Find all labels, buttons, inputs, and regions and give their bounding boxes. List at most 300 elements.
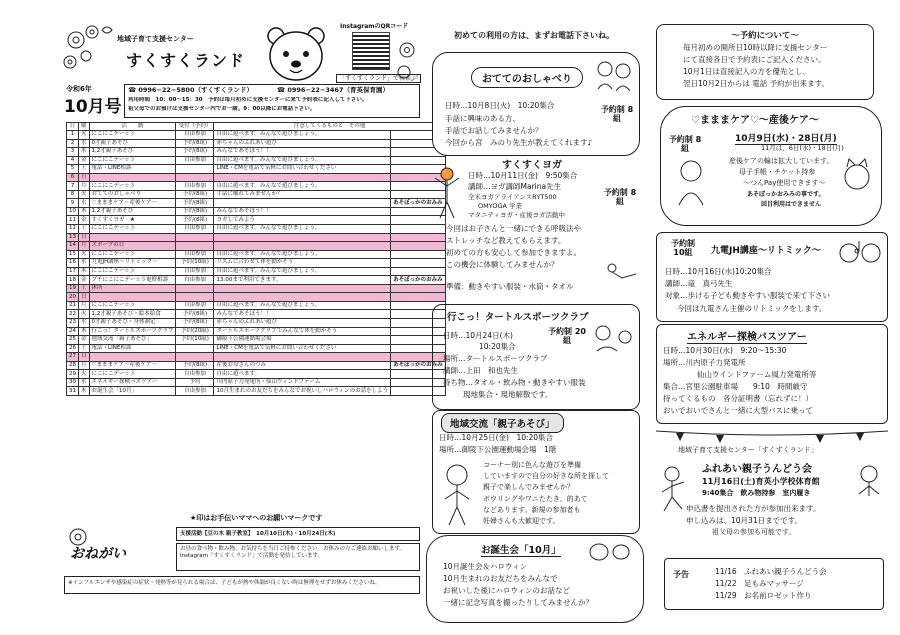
calendar-reserve: 予約(10組)	[176, 259, 214, 268]
kyuden-note: 今回は九電さん主催のリトミックをします。	[677, 304, 827, 313]
calendar-activity: 九電JH講座〜リトミック〜	[89, 259, 176, 268]
hours-text-2: 祖父母でのお預けは支援センター内でお一緒。9：00以降にお電話下さい。	[128, 106, 316, 112]
calendar-row	[67, 182, 446, 191]
yoga-section	[432, 154, 640, 300]
calendar-row	[67, 284, 446, 293]
calendar-note: 手話に触れてみませんか？	[214, 190, 391, 199]
calendar-reserve: 自由参加	[176, 276, 214, 285]
medal-illustration	[852, 464, 886, 510]
calendar-note: リズムに合わせて体を動かそう	[214, 259, 391, 268]
calendar-note: 自由に遊べます。みんなで遊びましょう。	[214, 131, 391, 140]
chiiki-body-5: などあります。新規の参加者も	[483, 506, 581, 514]
turtle-place: 場所…タートルスポーツクラブ	[443, 354, 548, 363]
bottom-note: ※インフルエンザや感染症の症状・発熱等が見られる場合は、子どもが熱や体調が良くない時は無理をせずお休みくださいね。	[68, 580, 381, 586]
col-day: 日	[67, 123, 79, 131]
chiiki-body-4: ボウリングやワニたたき、的あて	[483, 495, 588, 503]
fureai-line-2: 申し込みは、10月31日までです。	[686, 516, 802, 525]
chiiki-box	[432, 410, 640, 534]
calendar-row	[67, 361, 446, 370]
birthday-line-3: お祝いした後にハロウィンのお話など	[443, 586, 571, 595]
turtle-limit: 予約制 20組	[548, 327, 586, 345]
calendar-note	[214, 353, 391, 362]
calendar-weekday: 月	[79, 242, 90, 251]
flowers-right	[394, 38, 420, 88]
calendar-day: 5	[67, 165, 79, 174]
calendar-weekday: 金	[79, 216, 90, 225]
calendar-reserve: 自由参加	[176, 156, 214, 165]
calendar-note	[214, 173, 391, 182]
calendar-activity: すくすくヨガ ★	[89, 216, 176, 225]
yoyaku-line-2: にて直接各日で予約表にご記入ください。	[683, 55, 826, 64]
calendar-day: 21	[67, 301, 79, 310]
mama-title: ♡まままケア♡〜産後ケア〜	[691, 115, 819, 126]
calendar-day: 1	[67, 131, 79, 140]
chiiki-title: 地域交流「親子あそび」	[441, 413, 564, 433]
chiiki-body-3: 親子で楽しんでみませんか？	[483, 483, 574, 491]
calendar-note	[214, 293, 391, 302]
onegai-title: おねがい	[70, 546, 126, 562]
month-issue: 10月号	[64, 97, 122, 117]
calendar-row	[67, 139, 446, 148]
pumpkin-icon	[587, 540, 633, 562]
calendar-activity: にこにこデー☆彡	[89, 267, 176, 276]
year-label: 令和6年	[66, 85, 92, 93]
calendar-day: 4	[67, 156, 79, 165]
calendar-reserve: 自由参加	[176, 370, 214, 379]
yoga-body-1: 今回はお子さんと一緒にできる呼吸法や	[446, 224, 581, 233]
contact-box	[124, 84, 420, 118]
calendar-reserve: 自由参加	[176, 225, 214, 234]
calendar-reserve: 予約(8組)	[176, 207, 214, 216]
calendar-stamp: あそぼっかのおみみ	[391, 361, 446, 370]
calendar-weekday: 木	[79, 327, 90, 336]
turtle-time-2: 10:20集合	[479, 342, 516, 351]
calendar-activity: にこにこデー☆彡	[89, 370, 176, 379]
calendar-activity: にこにこデー☆彡	[89, 225, 176, 234]
calendar-row	[67, 259, 446, 268]
calendar-activity: 0才親子あそび	[89, 139, 176, 148]
kyuden-box	[656, 232, 888, 322]
calendar-weekday: 土	[79, 225, 90, 234]
kyuden-target: 対象…歩ける子ども動きやすい服装で来て下さい	[665, 291, 830, 300]
calendar-weekday: 火	[79, 310, 90, 319]
fureai-title: ふれあい親子うんどう会	[702, 464, 812, 475]
tel-hoikuen: ☎ 0996−22−3467（育英保育園）	[277, 86, 389, 94]
support-box	[176, 527, 420, 541]
calendar-reserve: 予約(8組)	[176, 148, 214, 157]
calendar-row	[67, 370, 446, 379]
fureai-time: 9:40集合 飲み物持参 室内履き	[702, 489, 811, 497]
calendar-note: 自由に遊べます。みんなで遊びましょう。	[214, 250, 391, 259]
mama-line-3: 〜つんPay使用できます〜	[743, 179, 826, 187]
turtle-bring-2: 現地集合・現地解散です。	[463, 390, 553, 399]
calendar-row	[67, 199, 446, 208]
calendar-row	[67, 156, 446, 165]
calendar-weekday: 金	[79, 336, 90, 345]
calendar-activity: にこにこデー☆彡	[89, 182, 176, 191]
calendar-day: 19	[67, 284, 79, 293]
calendar-day: 2	[67, 139, 79, 148]
calendar-reserve: 自由参加	[176, 182, 214, 191]
kids-illustration	[593, 59, 633, 93]
calendar-reserve: 自由参加	[176, 250, 214, 259]
calendar-weekday: 火	[79, 370, 90, 379]
calendar-weekday: 火	[79, 190, 90, 199]
calendar-day: 22	[67, 310, 79, 319]
first-time-note: 初めての利用の方は、まずお電話下さいね。	[454, 31, 614, 40]
calendar-activity: 行こっ！タートルスポーツクラブ	[89, 327, 176, 336]
calendar-reserve: 予約(8組)	[176, 310, 214, 319]
calendar-activity: 電話・LINE相談	[89, 165, 176, 174]
calendar-stamp: あそぼっかのおみみ	[391, 276, 446, 285]
yoga-teacher: 講師…ヨガ講師Marina先生	[468, 182, 562, 191]
bear-mascot	[262, 22, 330, 88]
calendar-weekday: 日	[79, 353, 90, 362]
calendar-activity: 1,2才親子あそび	[89, 207, 176, 216]
calendar-day: 7	[67, 182, 79, 191]
calendar-row	[67, 233, 446, 242]
calendar-note: 御陵下公園運動場会場	[214, 336, 391, 345]
yoyaku-line-4: 翌日10月2日からは 電話 予約が出来ます。	[683, 79, 829, 88]
calendar-row	[67, 267, 446, 276]
oshaberi-box	[432, 52, 640, 156]
yoga-body-2: ストレッチなど教えてもらえます。	[446, 236, 566, 245]
mark-note: ★印はお手伝いママへのお願いマークです	[190, 514, 323, 522]
mama-line-4: あそぼっかおみみの事です。	[747, 191, 825, 198]
birthday-title: お誕生会「10月」	[481, 542, 561, 557]
calendar-weekday: 日	[79, 233, 90, 242]
chiiki-time: 日時…10月25日(金) 10:20集合	[439, 433, 554, 442]
calendar-weekday: 木	[79, 207, 90, 216]
yoga-body-3: 初めての方も安心して参加できますよ。	[446, 248, 581, 257]
mama-line-1: 産後ケアの輪は拡大しています。	[729, 157, 834, 165]
calendar-day: 14	[67, 242, 79, 251]
calendar-note: 自由に遊べます。みんなで遊びましょう。	[214, 182, 391, 191]
calendar-day: 3	[67, 148, 79, 157]
calendar-day: 6	[67, 173, 79, 182]
calendar-note: タートルスポーツクラブでみんなで体を動かそう	[214, 327, 391, 336]
calendar-note: 赤ちゃんのふれあい遊び	[214, 319, 391, 328]
calendar-activity: にこにこデー☆彡	[89, 250, 176, 259]
yoyaku-box	[656, 24, 874, 100]
calendar-row	[67, 301, 446, 310]
calendar-reserve: 自由参加	[176, 301, 214, 310]
calendar-activity: 休所	[89, 284, 176, 293]
calendar-activity: 1,2才親子あそび・絵本給食	[89, 310, 176, 319]
calendar-row	[67, 378, 446, 387]
energy-meet: 集合…宮里公園駐車場 9:10 時間厳守	[663, 382, 808, 391]
calendar-activity	[89, 293, 176, 302]
calendar-row	[67, 310, 446, 319]
baby-illustration	[671, 157, 711, 207]
calendar-row	[67, 207, 446, 216]
mama-line-2: 母子手帳・チケット持参	[739, 168, 816, 176]
col-activity: 活 動	[89, 123, 176, 131]
col-notes: 注意してくるものと その他	[214, 123, 445, 131]
calendar-row	[67, 216, 446, 225]
energy-title: エネルギー探検バスツアー	[687, 328, 807, 344]
hours-text: 利用時間 10：00〜15：30 予約は毎月初めに支援センターに来て予約表に記入して下さい。	[128, 97, 368, 103]
turtle-teacher: 講師…上田 和也先生	[443, 366, 518, 375]
col-reserve: 受付（予約）	[176, 123, 214, 131]
calendar-reserve: 予約	[176, 378, 214, 387]
turtle-title: 行こっ！タートルスポーツクラブ	[447, 312, 589, 323]
calendar-activity: 0才親子あそび・身体測定	[89, 319, 176, 328]
yoga-limit: 予約制 8組	[603, 188, 637, 206]
calendar-day: 18	[67, 276, 79, 285]
calendar-weekday: 月	[79, 361, 90, 370]
yotei-item-3: 11/29 お名前ロゼット作り	[715, 591, 812, 600]
yoga-pose-illustration	[604, 262, 638, 284]
birthday-line-2: 10月生まれのお友だちをみんなで	[443, 574, 558, 583]
calendar-weekday: 土	[79, 284, 90, 293]
calendar-day: 26	[67, 344, 79, 353]
energy-time: 日時…10月30日(水) 9:20〜15:30	[663, 346, 787, 355]
calendar-row	[67, 131, 446, 140]
fureai-line-3: 祖父母の参加も可能です。	[712, 528, 796, 536]
calendar-reserve	[176, 165, 214, 174]
calendar-day: 15	[67, 250, 79, 259]
fureai-line-1: 申込書を提出された方が参加出来ます。	[686, 504, 821, 513]
calendar-reserve: 予約(8組)	[176, 139, 214, 148]
mama-line-5: 回目利用はできません	[761, 201, 822, 208]
calendar-note: みんなであそぼう！！	[214, 310, 391, 319]
calendar-note: 川内原子力発電所・仙山ウィンドファーム	[214, 378, 391, 387]
calendar-note: 自由に遊べます。みんなで遊びましょう。	[214, 267, 391, 276]
mama-box	[660, 106, 882, 226]
calendar-activity: スポーツの日	[89, 242, 176, 251]
calendar-weekday: 月	[79, 182, 90, 191]
calendar-note: LINE・CMを電話で気軽にお問い合わせください	[214, 344, 391, 353]
energy-box	[656, 324, 888, 424]
yoga-time: 日時…10月11日(金) 9:50集合	[468, 171, 578, 180]
calendar-row	[67, 242, 446, 251]
oshaberi-body-1: 手話に興味のある方、	[445, 114, 520, 123]
birthday-box	[426, 535, 644, 623]
calendar-weekday: 水	[79, 319, 90, 328]
calendar-day: 30	[67, 378, 79, 387]
calendar-table	[66, 122, 446, 396]
qr-code[interactable]	[352, 32, 390, 70]
calendar-reserve: 自由参加	[176, 267, 214, 276]
onegai-box	[176, 543, 420, 571]
mama-dates: 10月9日(水)・28日(月)	[735, 131, 837, 145]
calendar-note: 自由に遊べます。	[214, 370, 391, 379]
calendar-activity	[89, 173, 176, 182]
energy-place-2: 仙山ウインドファーム風力発電所等	[697, 370, 817, 379]
calendar-weekday: 木	[79, 148, 90, 157]
kyuden-title: 九電JH講座〜リトミック〜	[711, 246, 821, 256]
calendar-day: 28	[67, 361, 79, 370]
turtle-time: 日時…10月24日(木)	[443, 331, 513, 340]
chiiki-body-2: していますので自分の好きな所を探して	[483, 472, 609, 480]
calendar-activity: エネルギー探検バスツアー	[89, 378, 176, 387]
yotei-label: 予告	[673, 570, 689, 579]
calendar-note: 10月生まれのお友だちをみんなでお祝いしハロウィンのお話をしよう	[214, 387, 391, 396]
calendar-reserve	[176, 242, 214, 251]
yoga-cert-2: OMYOGA 学業	[478, 202, 523, 210]
search-note: 「すくすくランド」で検索🔎	[336, 74, 421, 83]
calendar-weekday: 日	[79, 293, 90, 302]
yotei-item-1: 11/16 ふれあい親子うんどう会	[715, 567, 827, 576]
calendar-day: 10	[67, 207, 79, 216]
calendar-activity: お誕生会「10月」	[89, 387, 176, 396]
calendar-weekday: 水	[79, 199, 90, 208]
oshaberi-body-2: 手話でお話してみませんか？	[445, 126, 543, 135]
oshaberi-time: 日時…10月8日(火) 10:20集合	[445, 101, 555, 110]
onegai-text: お昼の食べ物・飲み物、お気持ちを当日ご持参ください。お休みの方ご連絡お願いします。Instagram「すくすくランド」で活動を発信しています。	[180, 546, 406, 559]
calendar-day: 13	[67, 233, 79, 242]
calendar-row	[67, 336, 446, 345]
calendar-day: 27	[67, 353, 79, 362]
tel-center: ☎ 0996−22−5800（すくすくランド）	[128, 86, 253, 94]
calendar-note	[214, 199, 391, 208]
yoga-title: すくすくヨガ	[502, 160, 562, 171]
calendar-reserve: 自由参加	[176, 131, 214, 140]
calendar-weekday: 水	[79, 378, 90, 387]
turtle-box	[432, 304, 640, 410]
calendar-activity: 電話・LINE相談	[89, 344, 176, 353]
energy-note: おいでおいでさんと一緒に大型バスに乗って	[663, 406, 813, 415]
calendar-row	[67, 327, 446, 336]
calendar-note: LINE・CMを電話で気軽にお問い合わせください	[214, 165, 391, 174]
chiiki-place: 場所…御陵下公園運動場会場 1階	[439, 445, 557, 454]
calendar-activity: にこにこデー☆彡	[89, 131, 176, 140]
fureai-section	[656, 428, 888, 548]
calendar-row	[67, 225, 446, 234]
yoyaku-line-3: 10月1日は直接記入の方を優先とし、	[683, 67, 810, 76]
calendar-row	[67, 276, 446, 285]
boy-illustration	[437, 461, 477, 531]
calendar-activity: にこにこデー☆彡	[89, 156, 176, 165]
fureai-org: 地域子育て支援センター「すくすくランド」	[678, 446, 818, 454]
calendar-day: 12	[67, 225, 79, 234]
calendar-row	[67, 353, 446, 362]
kyuden-teacher: 講師…竜 真弓先生	[665, 279, 733, 288]
calendar-reserve	[176, 344, 214, 353]
calendar-day: 25	[67, 336, 79, 345]
calendar-row	[67, 293, 446, 302]
calendar-note: みんなであそぼう！！	[214, 148, 391, 157]
calendar-weekday: 火	[79, 250, 90, 259]
calendar-weekday: 日	[79, 173, 90, 182]
calendar-activity: ♡まままケア〜産後ケア〜	[89, 199, 176, 208]
cat-illustration	[837, 155, 877, 195]
support-text: 支援活動【豆の木 親子教室】 10月10日(木)・10月24日(木)	[180, 531, 336, 537]
oshaberi-title: おててのおしゃべり	[471, 67, 583, 88]
yoga-bring: 準備：動きやすい服装・水筒・タオル	[446, 282, 574, 291]
calendar-note: 自由に遊べます。みんなで遊びましょう。	[214, 156, 391, 165]
calendar-weekday: 木	[79, 267, 90, 276]
calendar-reserve	[176, 284, 214, 293]
calendar-weekday: 木	[79, 387, 90, 396]
calendar-note: 産後お母さんのつみ	[214, 361, 391, 370]
calendar-day: 8	[67, 190, 79, 199]
yoga-cert-3: マタニティヨガ・産後ヨガ活動中	[468, 211, 565, 219]
calendar-activity: おててのおしゃべり	[89, 190, 176, 199]
music-animals-illustration	[837, 237, 883, 267]
calendar-activity	[89, 233, 176, 242]
calendar-reserve	[176, 293, 214, 302]
chiiki-body-1: コーナー別に色んな遊びを準備	[483, 461, 581, 469]
calendar-reserve	[176, 233, 214, 242]
calendar-day: 16	[67, 259, 79, 268]
calendar-weekday: 水	[79, 139, 90, 148]
calendar-weekday: 月	[79, 301, 90, 310]
turtle-bring: 持ち物…タオル・飲み物・動きやすい服装	[443, 378, 586, 387]
energy-bring: 持ってくるもの 各分証明書（忘れずに！）	[663, 394, 813, 403]
calendar-stamp: あそぼっかのおみみ	[391, 199, 446, 208]
yoyaku-title: 〜予約について〜	[731, 31, 799, 41]
calendar-activity: にこにこデー☆彡	[89, 301, 176, 310]
calendar-row	[67, 387, 446, 396]
calendar-day: 24	[67, 327, 79, 336]
calendar-day: 11	[67, 216, 79, 225]
kyuden-limit: 予約制 10組	[671, 239, 695, 257]
calendar-weekday: 金	[79, 156, 90, 165]
calendar-reserve: 予約(10組)	[176, 336, 214, 345]
yotei-box	[664, 558, 884, 610]
calendar-reserve: 予約(8組)	[176, 319, 214, 328]
calendar-day: 17	[67, 267, 79, 276]
calendar-row	[67, 173, 446, 182]
calendar-reserve	[176, 173, 214, 182]
calendar-weekday: 水	[79, 259, 90, 268]
fureai-date: 11月16日(土)育英小学校体育館	[702, 477, 820, 486]
mama-dates-2: 11月は、6日(水)・18日(月)	[761, 144, 844, 152]
calendar-reserve: 予約(8組)	[176, 216, 214, 225]
yoga-cert-1: 全米ヨガアライアンスRYT500	[468, 193, 557, 201]
calendar-note: 自由に遊べます。みんなで遊びましょう。	[214, 225, 391, 234]
calendar-row	[67, 250, 446, 259]
calendar-row	[67, 190, 446, 199]
calendar-note: 13:00まで利用できます。	[214, 276, 391, 285]
bottom-note-box	[64, 576, 420, 594]
sports-illustration	[593, 323, 637, 353]
chiiki-body-6: 妊婦さんも大歓迎です。	[483, 517, 560, 525]
mama-limit: 予約制 8組	[668, 135, 702, 153]
calendar-note	[214, 233, 391, 242]
calendar-note	[214, 284, 391, 293]
calendar-activity: ♡まままケア〜産後ケア〜	[89, 361, 176, 370]
onegai-lettering	[66, 525, 166, 569]
kyuden-time: 日時…10月16日(水)10:20集合	[665, 267, 772, 276]
calendar-activity: 地域交流「親子あそび」	[89, 336, 176, 345]
calendar-reserve: 自由参加	[176, 387, 214, 396]
calendar-note	[214, 242, 391, 251]
calendar-note: みんなであそぼう！！	[214, 207, 391, 216]
yotei-item-2: 11/22 足もみマッサージ	[715, 579, 804, 588]
calendar-weekday: 火	[79, 131, 90, 140]
calendar-note: 赤ちゃんのふれあい遊び	[214, 139, 391, 148]
calendar-weekday: 土	[79, 344, 90, 353]
calendar-note: 自由に遊べます。みんなで遊びましょう。	[214, 301, 391, 310]
calendar-reserve: 予約(8組)	[176, 190, 214, 199]
bunting-decoration	[656, 428, 888, 442]
calendar-activity	[89, 353, 176, 362]
energy-place: 場所…川内原子力発電所	[663, 358, 746, 367]
calendar-day: 31	[67, 387, 79, 396]
calendar-row	[67, 319, 446, 328]
calendar-reserve	[176, 353, 214, 362]
calendar-weekday: 金	[79, 276, 90, 285]
col-weekday: 曜	[79, 123, 90, 131]
calendar-reserve: 予約(8組)	[176, 361, 214, 370]
center-name: すくすくランド	[126, 51, 246, 70]
yoga-girl-illustration	[432, 166, 462, 222]
birthday-line-4: 一緒に記念写真を撮ったりしてみませんか？	[443, 598, 593, 607]
calendar-reserve: 予約(20組)	[176, 327, 214, 336]
